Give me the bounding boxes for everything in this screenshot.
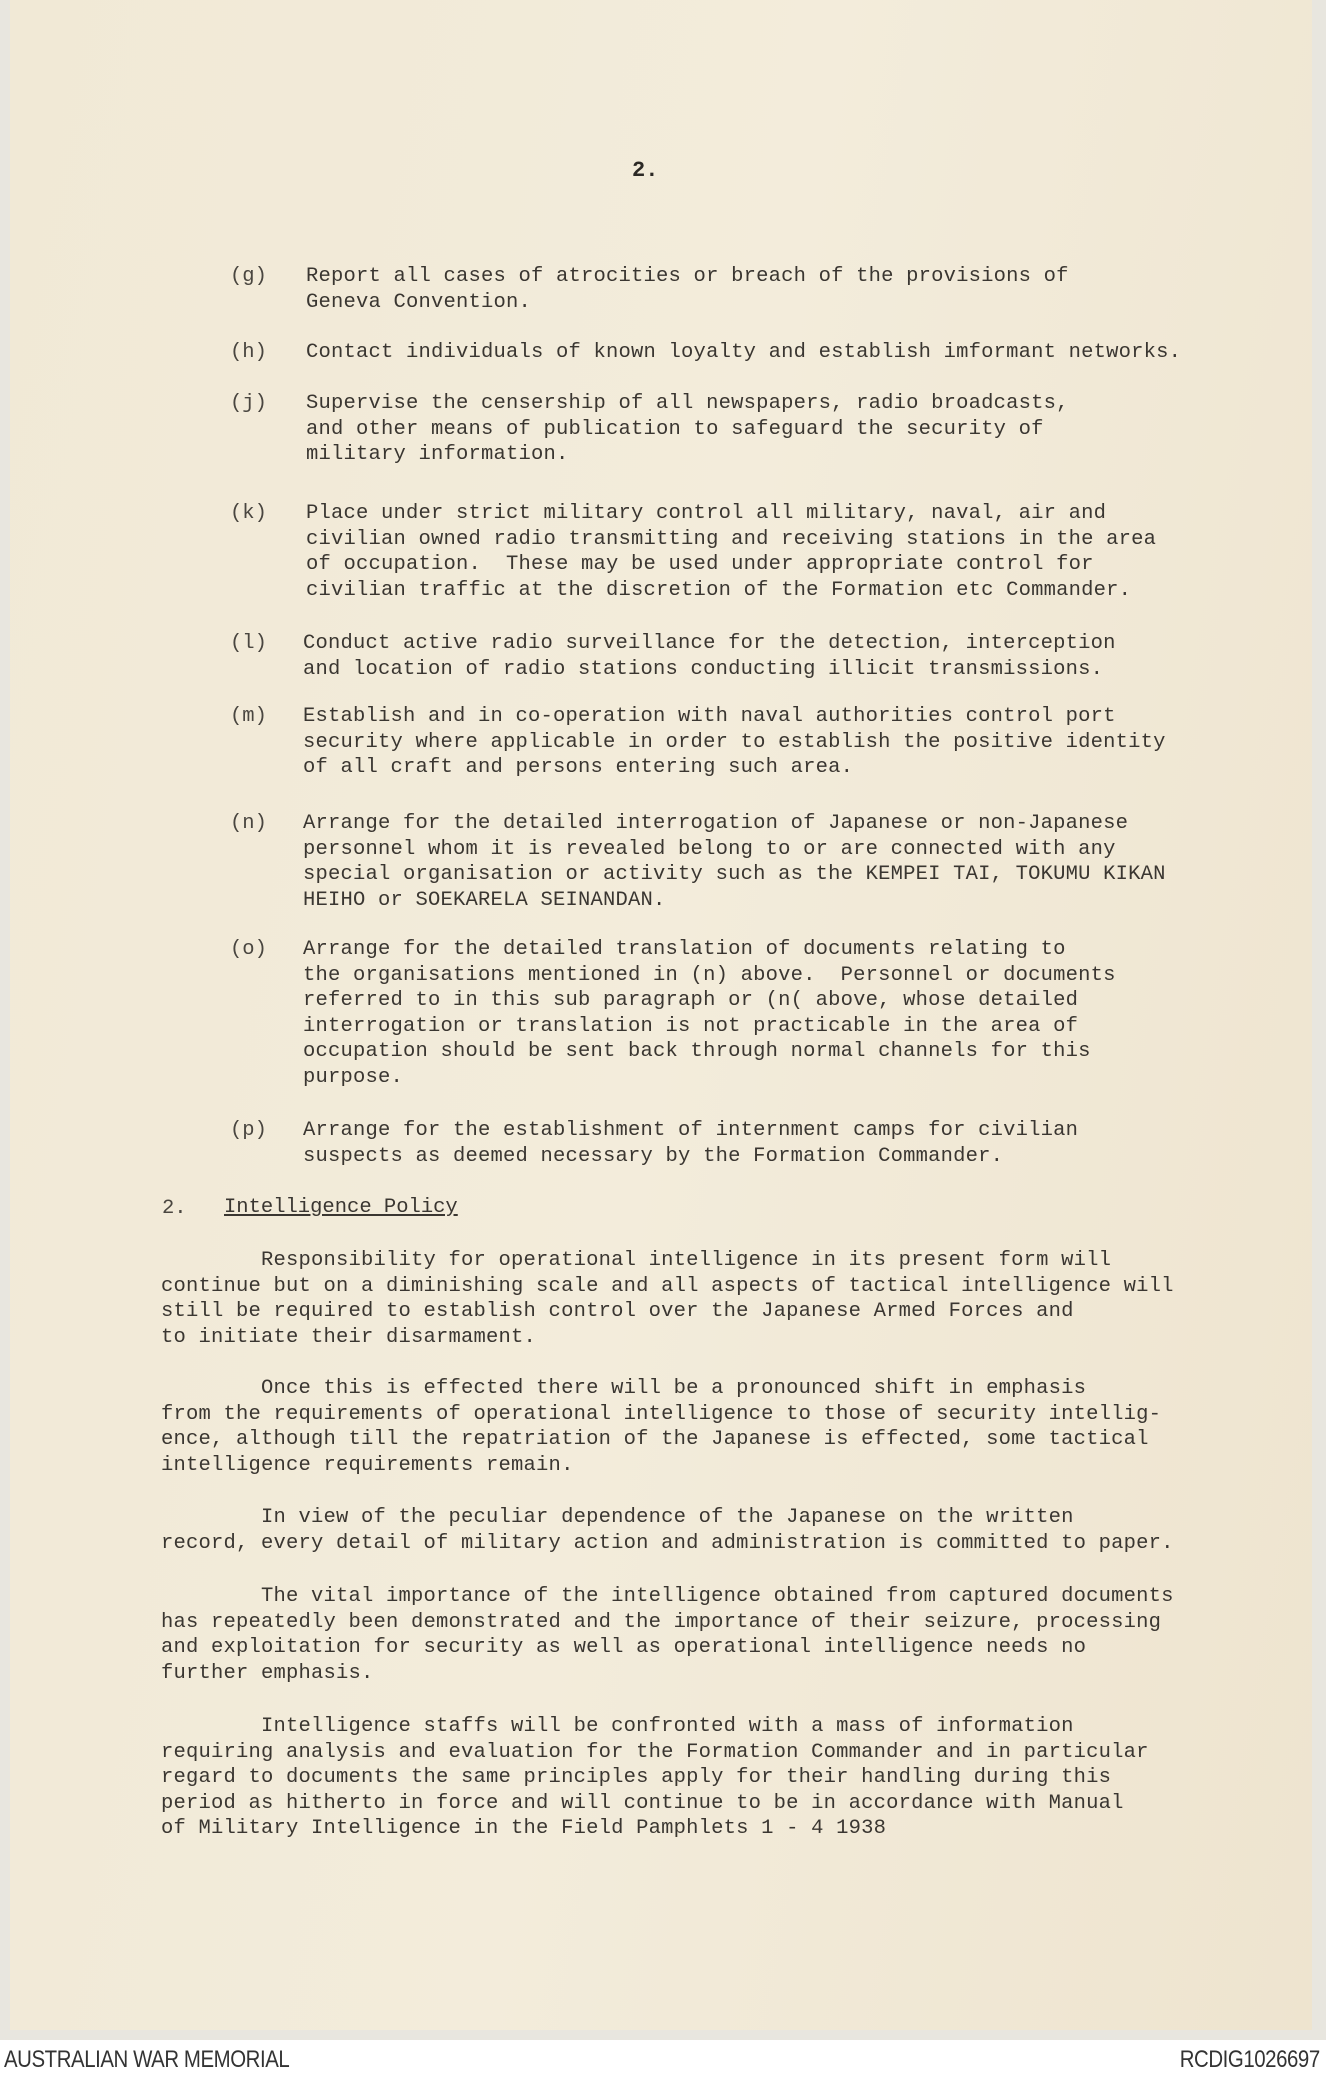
section-number: 2.: [162, 1197, 187, 1220]
item-text: Establish and in co-operation with naval authorities control port security where applicable in order to establish the positive identity of all craft and persons entering such area.: [303, 705, 1166, 779]
item-label: (h): [230, 341, 267, 364]
item-label: (l): [230, 632, 267, 655]
paragraph: Responsibility for operational intelligence in its present form will continue but on a diminishing scale and all aspects of tactical intelligence will still be required to establish control over the Japanese Armed Forces and to initiate their disarmament.: [161, 1249, 1174, 1349]
footer-institution: AUSTRALIAN WAR MEMORIAL: [4, 2046, 290, 2073]
item-text: Arrange for the detailed translation of documents relating to the organisations mentioned in (n) above. Personnel or documents referred to in this sub paragraph or (n( above, whose detailed interrogation or translation is not practicable in the area of occupation should be sent back through normal channels for this purpose.: [303, 938, 1116, 1089]
paragraph: The vital importance of the intelligence obtained from captured documents has repeatedly been demonstrated and the importance of their seizure, processing and exploitation for security as well as operational intelligence needs no further emphasis.: [161, 1585, 1174, 1685]
item-text: Conduct active radio surveillance for the detection, interception and location of radio stations conducting illicit transmissions.: [303, 632, 1116, 681]
item-text: Place under strict military control all military, naval, air and civilian owned radio transmitting and receiving stations in the area of occupation. These may be used under appropriate control for civilian traffic at the discretion of the Formation etc Commander.: [306, 502, 1157, 602]
paragraph: In view of the peculiar dependence of the Japanese on the written record, every detail of military action and administration is committed to paper.: [161, 1506, 1174, 1555]
paragraph: Once this is effected there will be a pronounced shift in emphasis from the requirements of operational intelligence to those of security intellig- ence, although till the repatriation of the Japanese is effected, some tactical intelligence requirements remain.: [161, 1377, 1162, 1477]
item-label: (p): [230, 1119, 267, 1142]
item-label: (k): [230, 502, 267, 525]
section-heading: [224, 1196, 458, 1219]
item-label: (m): [230, 705, 267, 728]
item-label: (j): [230, 392, 267, 415]
item-label: (o): [230, 938, 267, 961]
item-text: Arrange for the establishment of internment camps for civilian suspects as deemed necessary by the Formation Commander.: [303, 1119, 1079, 1168]
item-label: (g): [230, 265, 267, 288]
item-text: Arrange for the detailed interrogation of Japanese or non-Japanese personnel whom it is revealed belong to or are connected with any special organisation or activity such as the KEMPEI TAI, TOKUMU KIKAN HEIHO or SOEKARELA SEINANDAN.: [303, 812, 1166, 912]
item-text: Contact individuals of known loyalty and establish imformant networks.: [306, 341, 1182, 364]
section-title: Intelligence Policy: [224, 1196, 458, 1219]
footer-record-id: RCDIG1026697: [1179, 2046, 1320, 2073]
item-text: Report all cases of atrocities or breach of the provisions of Geneva Convention.: [306, 265, 1069, 314]
page-number: 2.: [632, 158, 659, 183]
paragraph: Intelligence staffs will be confronted with a mass of information requiring analysis and evaluation for the Formation Commander and in particular regard to documents the same principles apply for their handling during this period as hitherto in force and will continue to be in accordance with Manual of Military Intelligence in the Field Pamphlets 1 - 4 1938: [161, 1715, 1149, 1840]
item-text: Supervise the censership of all newspapers, radio broadcasts, and other means of publication to safeguard the security of military information.: [306, 392, 1069, 466]
item-label: (n): [230, 812, 267, 835]
